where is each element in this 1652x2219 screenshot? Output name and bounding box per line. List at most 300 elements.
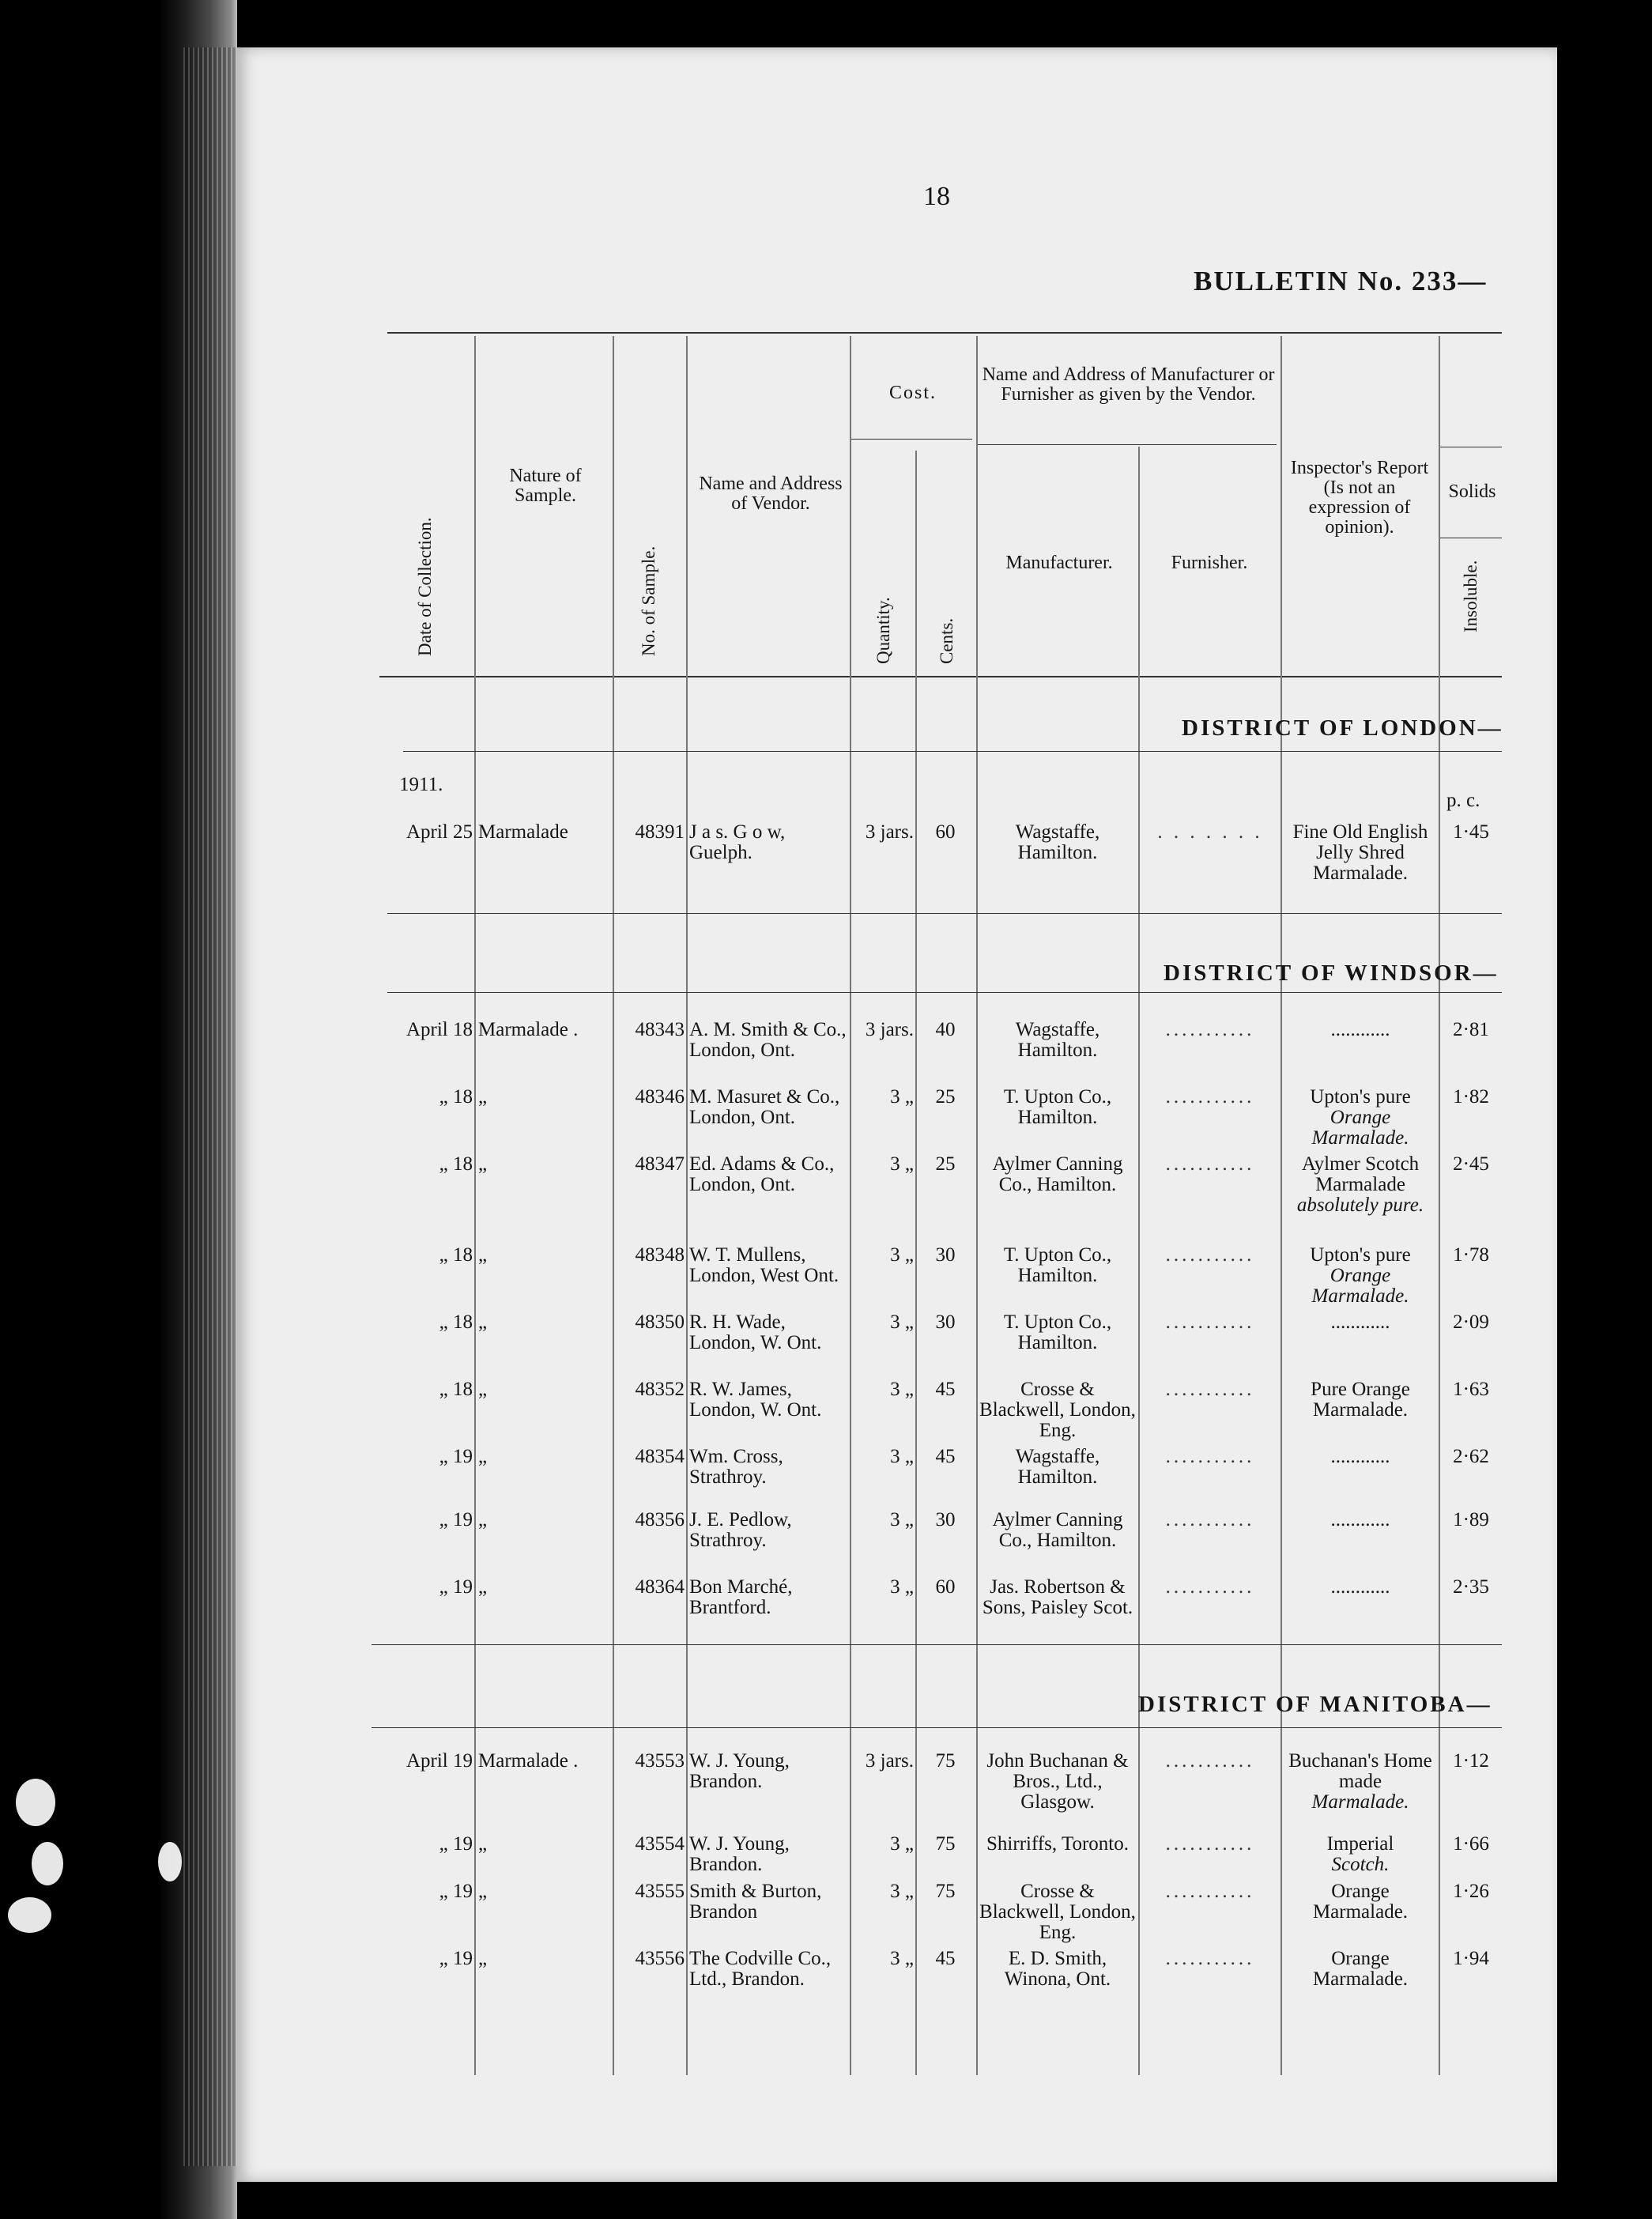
- cell-manufacturer: [979, 1510, 1137, 1551]
- cell-date: [379, 1834, 473, 1855]
- header-furnisher: Furnisher.: [1171, 553, 1248, 573]
- cell-nature: [478, 1154, 611, 1175]
- cell-solids-text: 2·81: [1453, 1019, 1489, 1040]
- cell-date: [379, 1020, 473, 1040]
- cell-date: [379, 1751, 473, 1772]
- cell-manufacturer-text: T. Upton Co., Hamilton.: [1003, 1244, 1112, 1286]
- cell-solids-text: 2·62: [1453, 1446, 1489, 1467]
- cell-manufacturer-text: T. Upton Co., Hamilton.: [1003, 1086, 1112, 1128]
- cell-manufacturer: [979, 1312, 1137, 1353]
- cell-furnisher-text: ...........: [1165, 1311, 1255, 1333]
- cell-qty: [839, 1087, 914, 1108]
- cell-qty-text: 3 „: [890, 1153, 914, 1175]
- cell-qty: [839, 1577, 914, 1598]
- cell-nature: [478, 1949, 611, 1969]
- cell-report: [1284, 1154, 1437, 1216]
- cell-solids-text: 1·12: [1453, 1750, 1489, 1772]
- cell-date-text: „ 19: [439, 1948, 473, 1969]
- cell-date-text: „ 18: [439, 1153, 473, 1175]
- cell-date-text: „ 19: [439, 1509, 473, 1530]
- cell-report: [1284, 1881, 1437, 1923]
- cost-rule: [850, 439, 972, 440]
- cell-nature-text: „: [478, 1311, 488, 1333]
- page-stain: [8, 1897, 51, 1933]
- cell-furnisher: [1141, 1154, 1279, 1175]
- cell-qty-text: 3 „: [890, 1311, 914, 1333]
- cell-nature: [478, 1447, 611, 1467]
- header-quantity: Quantity.: [873, 597, 893, 664]
- cell-furnisher: [1141, 1020, 1279, 1040]
- cell-no: [617, 1447, 685, 1467]
- header-cents: Cents.: [937, 617, 956, 664]
- cell-report: [1284, 1751, 1437, 1813]
- cell-vendor: [689, 1154, 847, 1195]
- maker-rule: [976, 444, 1277, 445]
- district-title: DISTRICT OF LONDON—: [1182, 715, 1503, 741]
- col-rule-9: [1439, 336, 1440, 2075]
- cell-cents-text: 30: [935, 1311, 956, 1333]
- cell-vendor-text: The Codville Co., Ltd., Brandon.: [689, 1948, 832, 1990]
- cell-vendor-text: M. Masuret & Co., London, Ont.: [689, 1086, 840, 1128]
- cell-furnisher-text: ...........: [1165, 1948, 1255, 1969]
- header-nature: Nature of Sample.: [509, 466, 582, 506]
- cell-manufacturer-text: Crosse & Blackwell, London, Eng.: [979, 1881, 1136, 1943]
- cell-manufacturer-text: Wagstaffe, Hamilton.: [1015, 821, 1100, 863]
- cell-date-text: April 19: [405, 1750, 473, 1772]
- cell-nature-text: Marmalade: [478, 821, 568, 843]
- cell-furnisher-text: ...........: [1165, 1379, 1255, 1400]
- cell-solids: [1440, 1751, 1502, 1772]
- cell-furnisher: [1141, 1949, 1279, 1969]
- cell-date: [379, 822, 473, 843]
- cell-furnisher-text: ...........: [1165, 1446, 1255, 1467]
- cell-nature: [478, 1881, 611, 1902]
- col-rule-1: [474, 336, 476, 2075]
- district-rule: [372, 1727, 1502, 1728]
- cell-manufacturer-text: E. D. Smith, Winona, Ont.: [1004, 1948, 1111, 1990]
- cell-date-text: April 25: [405, 821, 473, 843]
- cell-manufacturer-text: Jas. Robertson & Sons, Paisley Scot.: [982, 1576, 1133, 1618]
- cell-nature: [478, 1020, 611, 1040]
- page-stain: [158, 1842, 182, 1881]
- cell-vendor: [689, 1577, 847, 1618]
- cell-report: [1284, 1020, 1437, 1040]
- cell-nature-text: „: [478, 1833, 488, 1855]
- cell-qty-text: 3 „: [890, 1244, 914, 1266]
- section-end-rule: [372, 1644, 1502, 1645]
- cell-no: [617, 1087, 685, 1108]
- cell-solids-text: 1·26: [1453, 1881, 1489, 1902]
- cell-nature-text: „: [478, 1446, 488, 1467]
- cell-manufacturer-text: Wagstaffe, Hamilton.: [1015, 1019, 1100, 1061]
- cell-manufacturer: [979, 1949, 1137, 1990]
- cell-cents: [917, 1447, 974, 1467]
- header-top-rule: [387, 332, 1502, 334]
- col-rule-2: [613, 336, 614, 2075]
- cell-furnisher-text: ...........: [1165, 1750, 1255, 1772]
- cell-qty: [839, 1447, 914, 1467]
- cell-nature: [478, 1834, 611, 1855]
- cell-qty-text: 3 „: [890, 1833, 914, 1855]
- cell-furnisher-text: ...........: [1165, 1086, 1255, 1108]
- cell-report: [1284, 1245, 1437, 1307]
- cell-qty-text: 3 „: [890, 1576, 914, 1598]
- cell-cents-text: 60: [935, 821, 956, 843]
- cell-date-text: „ 19: [439, 1446, 473, 1467]
- page-edges: [183, 47, 239, 2166]
- year-label: 1911.: [399, 774, 443, 795]
- cell-report-text: Orange Marmalade.: [1312, 1948, 1409, 1990]
- cell-no: [617, 1020, 685, 1040]
- cell-furnisher-text: ...........: [1165, 1153, 1255, 1175]
- cell-no: [617, 1751, 685, 1772]
- cell-cents: [917, 1577, 974, 1598]
- cell-no-text: 48391: [635, 821, 685, 843]
- col-rule-7: [1138, 447, 1140, 2075]
- cell-cents-text: 30: [935, 1509, 956, 1530]
- cell-vendor: [689, 1020, 847, 1061]
- cell-no: [617, 1577, 685, 1598]
- page-number: 18: [923, 182, 950, 211]
- cell-solids: [1440, 1379, 1502, 1400]
- cell-no-text: 43555: [635, 1881, 685, 1902]
- cell-furnisher-text: ...........: [1165, 1509, 1255, 1530]
- cell-report-italic: Scotch.: [1331, 1854, 1390, 1875]
- page-stain: [32, 1842, 63, 1885]
- cell-solids: [1440, 1154, 1502, 1175]
- cell-cents-text: 75: [935, 1833, 956, 1855]
- cell-manufacturer: [979, 1245, 1137, 1286]
- cell-manufacturer: [979, 1881, 1137, 1943]
- cell-qty: [839, 1154, 914, 1175]
- district-rule: [387, 992, 1502, 993]
- cell-cents: [917, 1949, 974, 1969]
- header-manufacturer: Manufacturer.: [1005, 553, 1113, 573]
- cell-date-text: „ 19: [439, 1881, 473, 1902]
- cell-date-text: „ 18: [439, 1311, 473, 1333]
- cell-report: [1284, 1510, 1437, 1530]
- cell-solids: [1440, 1577, 1502, 1598]
- bulletin-title: BULLETIN No. 233—: [1194, 266, 1488, 296]
- cell-nature: [478, 822, 611, 843]
- header-solids: Solids: [1448, 481, 1496, 502]
- header-report: Inspector's Report (Is not an expression of opinion).: [1290, 458, 1429, 538]
- cell-cents-text: 25: [935, 1153, 956, 1175]
- cell-qty: [839, 1949, 914, 1969]
- cell-no: [617, 1949, 685, 1969]
- cell-nature-text: Marmalade .: [478, 1019, 579, 1040]
- cell-vendor: [689, 1834, 847, 1875]
- cell-solids-text: 1·66: [1453, 1833, 1489, 1855]
- cell-furnisher-text: . . . . . . .: [1157, 821, 1263, 843]
- cell-vendor-text: J. E. Pedlow, Strathroy.: [689, 1509, 792, 1551]
- cell-cents: [917, 1510, 974, 1530]
- cell-vendor: [689, 1949, 847, 1990]
- cell-cents: [917, 822, 974, 843]
- cell-manufacturer: [979, 822, 1137, 863]
- cell-report-text: ............: [1330, 1509, 1390, 1530]
- cell-date: [379, 1154, 473, 1175]
- cell-report-italic: absolutely pure.: [1296, 1194, 1424, 1216]
- cell-furnisher-text: ...........: [1165, 1881, 1255, 1902]
- cell-nature: [478, 1312, 611, 1333]
- cell-nature: [478, 1087, 611, 1108]
- cell-report-text: Fine Old English Jelly Shred Marmalade.: [1292, 821, 1428, 884]
- cell-manufacturer: [979, 1577, 1137, 1618]
- cell-no: [617, 1881, 685, 1902]
- cell-solids-text: 1·63: [1453, 1379, 1489, 1400]
- cell-qty-text: 3 „: [890, 1881, 914, 1902]
- header-sample-no: No. of Sample.: [639, 545, 658, 656]
- cell-vendor: [689, 1881, 847, 1923]
- col-rule-3: [686, 336, 688, 2075]
- cell-solids-text: 2·45: [1453, 1153, 1489, 1175]
- cell-furnisher-text: ...........: [1165, 1833, 1255, 1855]
- cell-no-text: 48356: [635, 1509, 685, 1530]
- cell-no-text: 43556: [635, 1948, 685, 1969]
- cell-report-text: Upton's pure: [1310, 1244, 1411, 1266]
- cell-no: [617, 1834, 685, 1855]
- cell-furnisher: [1141, 1447, 1279, 1467]
- cell-furnisher: [1141, 1881, 1279, 1902]
- col-rule-8: [1280, 336, 1282, 2075]
- cell-cents: [917, 1881, 974, 1902]
- cell-date: [379, 1245, 473, 1266]
- col-rule-4: [850, 336, 851, 2075]
- cell-vendor: [689, 822, 847, 863]
- cell-report-text: ............: [1330, 1446, 1390, 1467]
- cell-furnisher: [1141, 1312, 1279, 1333]
- cell-solids: [1440, 1087, 1502, 1108]
- header-maker-group: Name and Address of Manufacturer or Furnisher as given by the Vendor.: [982, 364, 1275, 405]
- cell-solids: [1440, 1834, 1502, 1855]
- cell-manufacturer: [979, 1154, 1137, 1195]
- district-title: DISTRICT OF MANITOBA—: [1138, 1692, 1492, 1717]
- cell-qty: [839, 1834, 914, 1855]
- cell-cents: [917, 1245, 974, 1266]
- cell-solids: [1440, 1510, 1502, 1530]
- cell-qty-text: 3 „: [890, 1948, 914, 1969]
- cell-report: [1284, 1577, 1437, 1598]
- cell-report-text: Buchanan's Home made: [1288, 1750, 1432, 1792]
- cell-manufacturer-text: Aylmer Canning Co., Hamilton.: [992, 1509, 1123, 1551]
- cell-cents-text: 45: [935, 1446, 956, 1467]
- cell-solids: [1440, 1881, 1502, 1902]
- cell-manufacturer-text: John Buchanan & Bros., Ltd., Glasgow.: [986, 1750, 1129, 1813]
- cell-manufacturer: [979, 1447, 1137, 1488]
- cell-report: [1284, 1087, 1437, 1149]
- cell-qty: [839, 1751, 914, 1772]
- cell-nature-text: „: [478, 1086, 488, 1108]
- cell-solids: [1440, 1020, 1502, 1040]
- cell-vendor: [689, 1510, 847, 1551]
- cell-report-text: Imperial: [1326, 1833, 1394, 1855]
- cell-cents-text: 30: [935, 1244, 956, 1266]
- cell-cents: [917, 1834, 974, 1855]
- cell-qty: [839, 1312, 914, 1333]
- cell-qty: [839, 822, 914, 843]
- cell-nature: [478, 1379, 611, 1400]
- cell-cents-text: 45: [935, 1379, 956, 1400]
- cell-vendor-text: R. W. James, London, W. Ont.: [689, 1379, 822, 1421]
- cell-vendor: [689, 1312, 847, 1353]
- cell-furnisher: [1141, 1087, 1279, 1108]
- cell-report: [1284, 822, 1437, 884]
- cell-vendor-text: Bon Marché, Brantford.: [689, 1576, 793, 1618]
- cell-report-italic: Marmalade.: [1311, 1791, 1409, 1813]
- cell-cents-text: 40: [935, 1019, 956, 1040]
- cell-furnisher: [1141, 1245, 1279, 1266]
- cell-solids-text: 1·78: [1453, 1244, 1489, 1266]
- cell-vendor-text: W. T. Mullens, London, West Ont.: [689, 1244, 839, 1286]
- col-rule-6: [976, 336, 978, 2075]
- cell-solids-text: 2·09: [1453, 1311, 1489, 1333]
- cell-manufacturer-text: Wagstaffe, Hamilton.: [1015, 1446, 1100, 1488]
- cell-date-text: „ 18: [439, 1244, 473, 1266]
- cell-date: [379, 1447, 473, 1467]
- cell-report: [1284, 1312, 1437, 1333]
- cell-date: [379, 1949, 473, 1969]
- cell-qty-text: 3 jars.: [865, 1019, 914, 1040]
- cell-no-text: 48352: [635, 1379, 685, 1400]
- cell-nature: [478, 1510, 611, 1530]
- cell-manufacturer: [979, 1087, 1137, 1128]
- cell-cents-text: 25: [935, 1086, 956, 1108]
- section-end-rule: [387, 913, 1502, 914]
- cell-furnisher-text: ...........: [1165, 1244, 1255, 1266]
- cell-cents: [917, 1751, 974, 1772]
- cell-vendor: [689, 1379, 847, 1421]
- cell-date: [379, 1379, 473, 1400]
- cell-qty: [839, 1881, 914, 1902]
- cell-manufacturer: [979, 1379, 1137, 1441]
- cell-solids: [1440, 1312, 1502, 1333]
- cell-report: [1284, 1447, 1437, 1467]
- cell-report-text: ............: [1330, 1019, 1390, 1040]
- cell-cents-text: 45: [935, 1948, 956, 1969]
- cell-date: [379, 1510, 473, 1530]
- cell-manufacturer-text: Crosse & Blackwell, London, Eng.: [979, 1379, 1136, 1441]
- cell-manufacturer: [979, 1020, 1137, 1061]
- header-vendor: Name and Address of Vendor.: [699, 474, 843, 514]
- cell-nature-text: „: [478, 1576, 488, 1598]
- cell-no-text: 48343: [635, 1019, 685, 1040]
- header-date: Date of Collection.: [415, 517, 435, 656]
- cell-report: [1284, 1834, 1437, 1875]
- cell-nature-text: „: [478, 1509, 488, 1530]
- cell-vendor: [689, 1087, 847, 1128]
- cell-date: [379, 1087, 473, 1108]
- cell-furnisher: [1141, 1510, 1279, 1530]
- cell-qty-text: 3 „: [890, 1446, 914, 1467]
- cell-furnisher-text: ...........: [1165, 1576, 1255, 1598]
- cell-qty: [839, 1379, 914, 1400]
- cell-nature-text: „: [478, 1379, 488, 1400]
- cell-report-text: Aylmer Scotch Marmalade: [1301, 1153, 1420, 1195]
- cell-date: [379, 1881, 473, 1902]
- cell-solids-text: 2·35: [1453, 1576, 1489, 1598]
- cell-date-text: April 18: [405, 1019, 473, 1040]
- cell-vendor-text: W. J. Young, Brandon.: [689, 1833, 790, 1875]
- cell-vendor-text: J a s. G o w, Guelph.: [689, 821, 786, 863]
- cell-date: [379, 1577, 473, 1598]
- cell-no: [617, 1312, 685, 1333]
- cell-nature: [478, 1245, 611, 1266]
- cell-qty-text: 3 „: [890, 1086, 914, 1108]
- cell-date: [379, 1312, 473, 1333]
- cell-vendor-text: Ed. Adams & Co., London, Ont.: [689, 1153, 835, 1195]
- cell-no-text: 48364: [635, 1576, 685, 1598]
- cell-qty-text: 3 jars.: [865, 1750, 914, 1772]
- cell-date-text: „ 19: [439, 1833, 473, 1855]
- cell-no-text: 43553: [635, 1750, 685, 1772]
- cell-furnisher: [1141, 822, 1279, 843]
- cell-cents: [917, 1087, 974, 1108]
- unit-label: p. c.: [1446, 790, 1480, 811]
- cell-cents: [917, 1154, 974, 1175]
- cell-no: [617, 1245, 685, 1266]
- cell-furnisher: [1141, 1751, 1279, 1772]
- cell-solids-text: 1·89: [1453, 1509, 1489, 1530]
- cell-no-text: 48347: [635, 1153, 685, 1175]
- cell-nature-text: „: [478, 1244, 488, 1266]
- cell-qty: [839, 1245, 914, 1266]
- cell-date-text: „ 18: [439, 1086, 473, 1108]
- cell-nature-text: „: [478, 1948, 488, 1969]
- cell-furnisher-text: ...........: [1165, 1019, 1255, 1040]
- cell-manufacturer-text: Shirriffs, Toronto.: [986, 1833, 1129, 1855]
- cell-cents: [917, 1379, 974, 1400]
- cell-vendor-text: A. M. Smith & Co., London, Ont.: [689, 1019, 847, 1061]
- cell-report-text: Pure Orange Marmalade.: [1311, 1379, 1410, 1421]
- cell-qty: [839, 1020, 914, 1040]
- cell-furnisher: [1141, 1577, 1279, 1598]
- cell-qty-text: 3 „: [890, 1509, 914, 1530]
- cell-vendor-text: Smith & Burton, Brandon: [689, 1881, 822, 1923]
- cell-solids: [1440, 1949, 1502, 1969]
- cell-nature-text: Marmalade .: [478, 1750, 579, 1772]
- cell-report-italic: Orange Marmalade.: [1311, 1107, 1409, 1149]
- cell-solids: [1440, 1447, 1502, 1467]
- cell-qty-text: 3 jars.: [865, 821, 914, 843]
- cell-nature: [478, 1577, 611, 1598]
- cell-no-text: 48348: [635, 1244, 685, 1266]
- cell-nature-text: „: [478, 1153, 488, 1175]
- cell-vendor-text: W. J. Young, Brandon.: [689, 1750, 790, 1792]
- cell-report-text: ............: [1330, 1311, 1390, 1333]
- header-insoluble: Insoluble.: [1461, 560, 1480, 632]
- cell-vendor: [689, 1751, 847, 1792]
- cell-report: [1284, 1379, 1437, 1421]
- cell-qty-text: 3 „: [890, 1379, 914, 1400]
- cell-vendor: [689, 1245, 847, 1286]
- cell-furnisher: [1141, 1379, 1279, 1400]
- cell-no: [617, 1154, 685, 1175]
- cell-report-text: Upton's pure: [1310, 1086, 1411, 1108]
- cell-no: [617, 1379, 685, 1400]
- cell-manufacturer-text: T. Upton Co., Hamilton.: [1003, 1311, 1112, 1353]
- cell-date-text: „ 18: [439, 1379, 473, 1400]
- cell-manufacturer: [979, 1834, 1137, 1855]
- cell-nature: [478, 1751, 611, 1772]
- cell-cents-text: 75: [935, 1881, 956, 1902]
- cell-report-text: Orange Marmalade.: [1312, 1881, 1409, 1923]
- cell-vendor: [689, 1447, 847, 1488]
- cell-cents-text: 60: [935, 1576, 956, 1598]
- cell-report-text: ............: [1330, 1576, 1390, 1598]
- cell-cents-text: 75: [935, 1750, 956, 1772]
- cell-date-text: „ 19: [439, 1576, 473, 1598]
